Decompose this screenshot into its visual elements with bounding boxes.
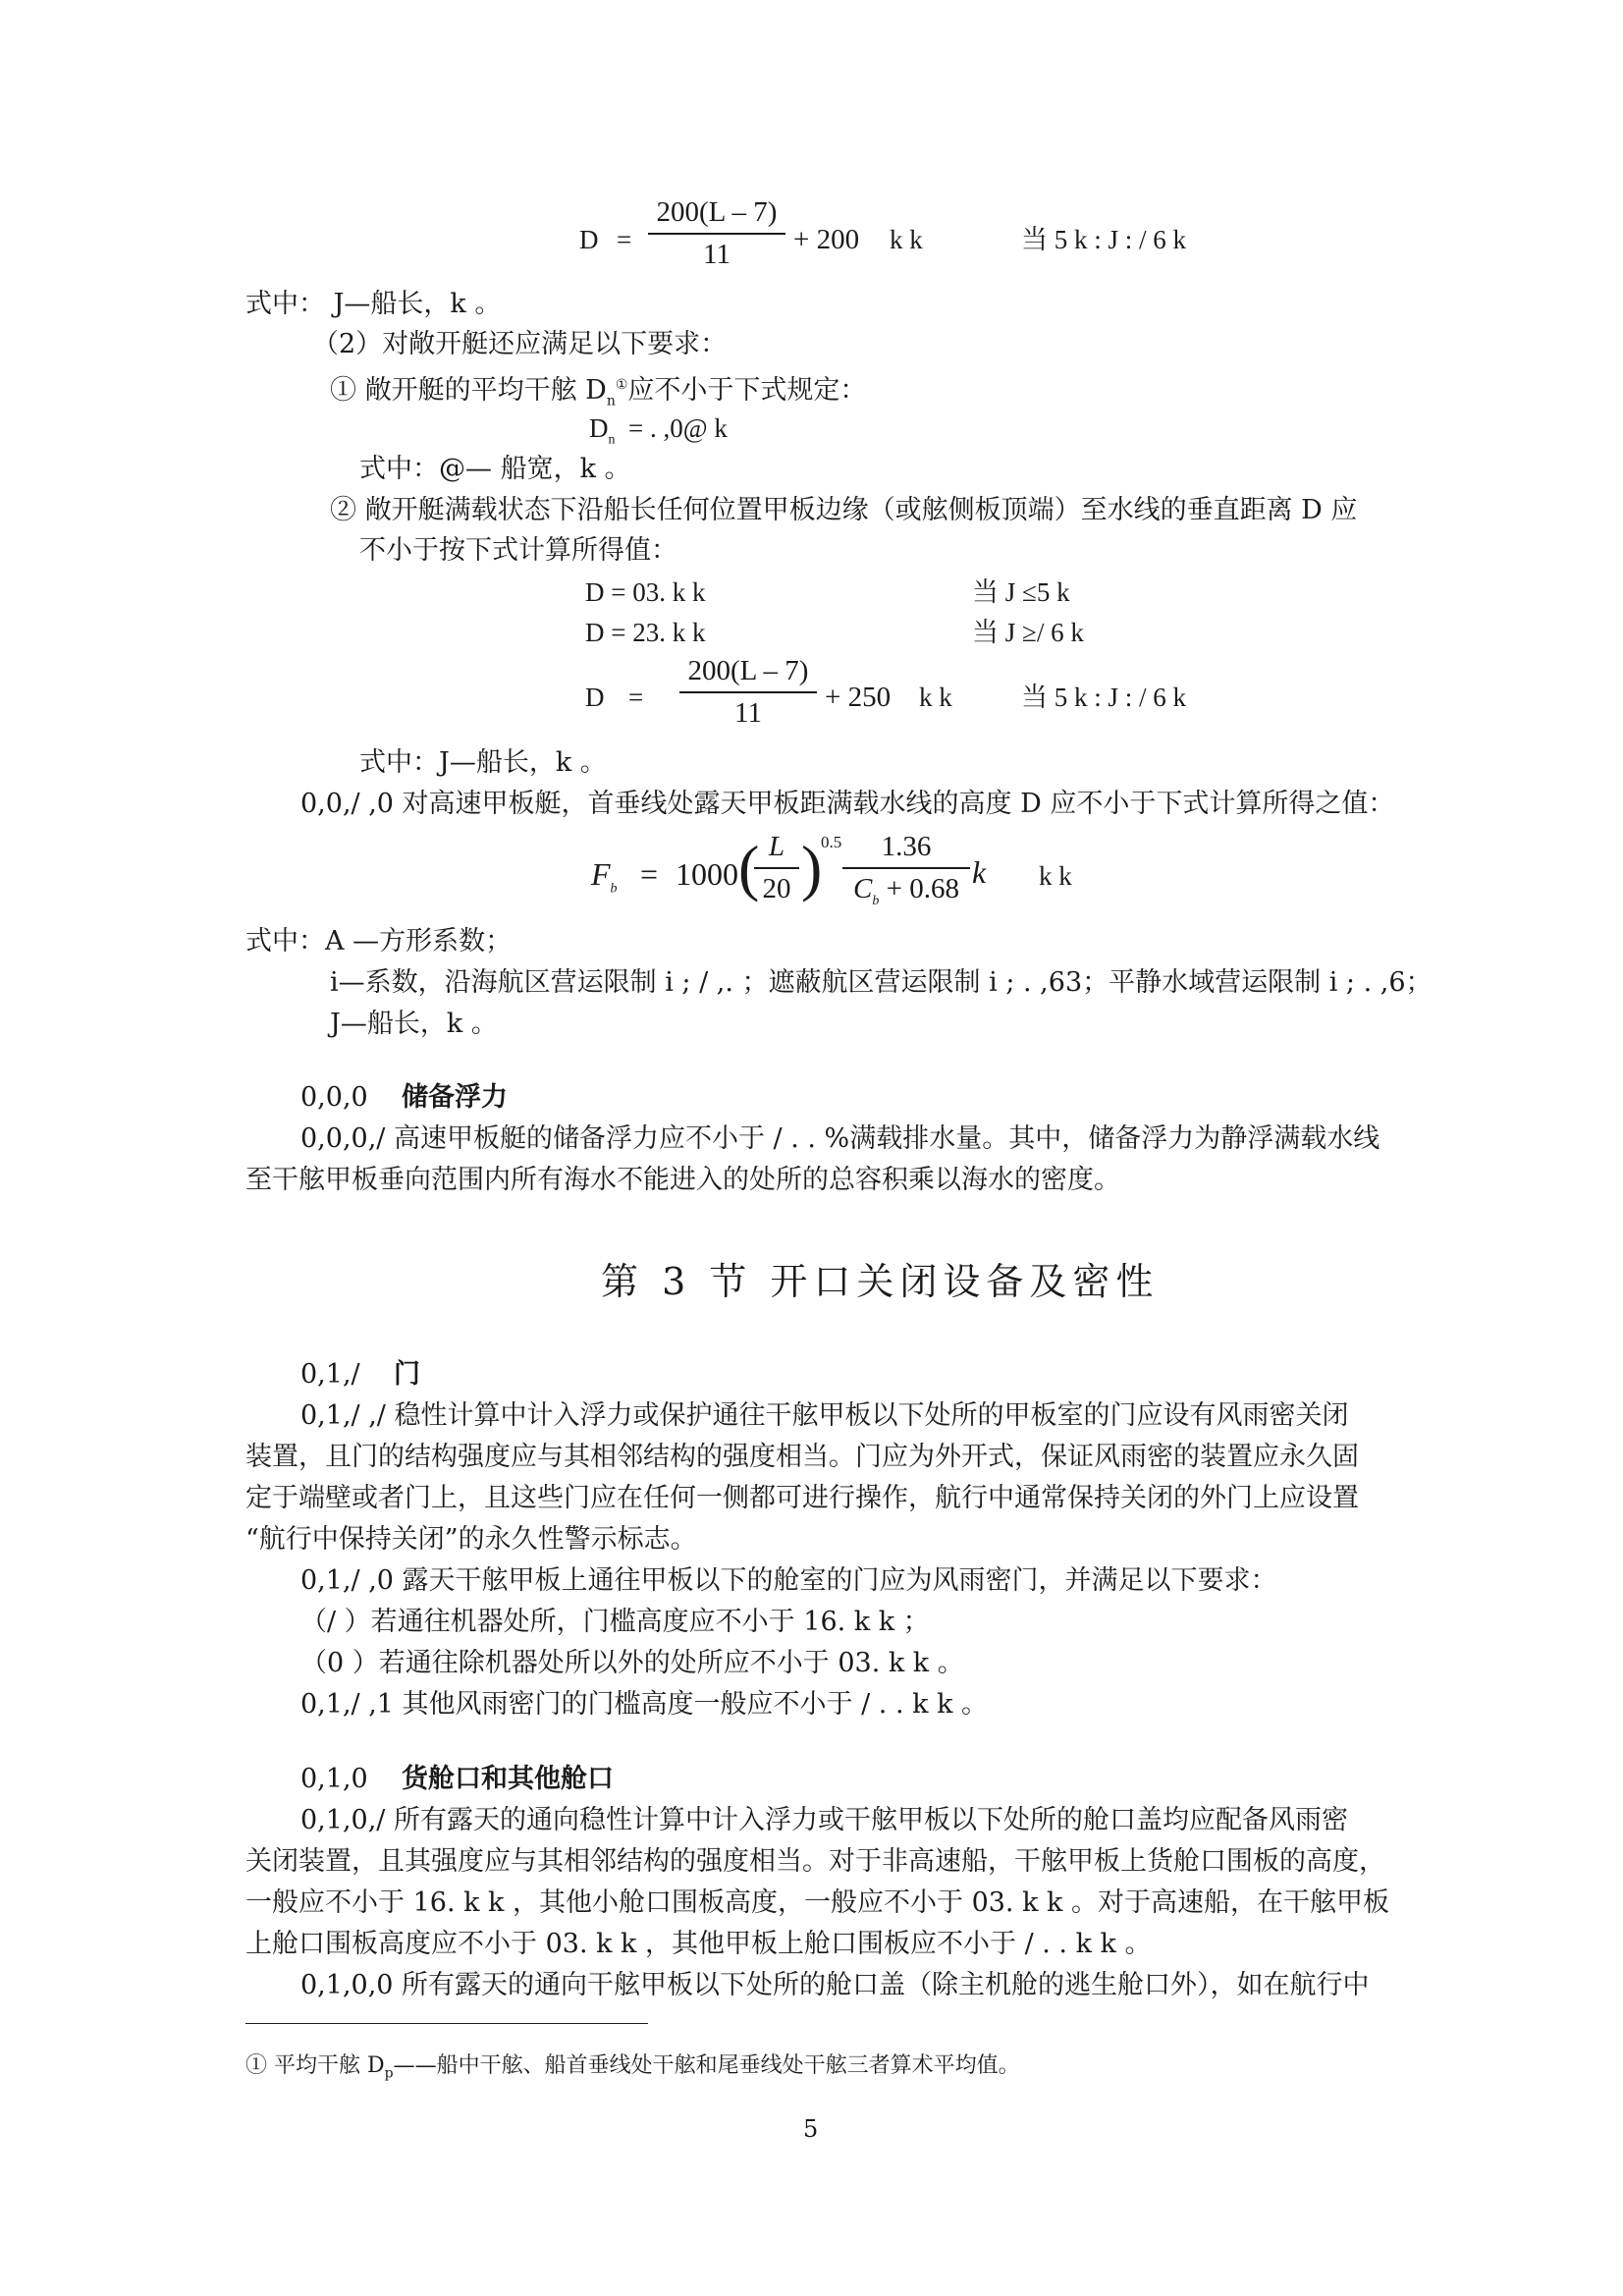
p6: 式中：J—船长，k 。 bbox=[359, 747, 607, 778]
footnote-divider bbox=[245, 2023, 648, 2024]
eq6-frac1-numerator: L bbox=[768, 831, 785, 862]
eq1-plus: + 200 bbox=[793, 224, 860, 255]
p3: ① 敞开艇的平均干舷 $D_n^①$应不小于下式规定： bbox=[330, 375, 867, 410]
page-number: 5 bbox=[803, 2115, 819, 2143]
p8: 式中：A —方形系数； bbox=[245, 926, 513, 957]
p12c: 定于端壁或者门上，且这些门应在任何一侧都可进行操作，航行中通常保持关闭的外门上应设置 bbox=[245, 1483, 1359, 1513]
p17b: 关闭装置，且其强度应与其相邻结构的强度相当。对于非高速船，干舷甲板上货舱口围板的高度， bbox=[245, 1846, 1385, 1877]
p12b: 装置，且门的结构强度应与其相邻结构的强度相当。门应为外开式，保证风雨密的装置应永久固 bbox=[245, 1442, 1359, 1472]
eq2: $D_n$ = . ,0@ k bbox=[589, 413, 728, 448]
p7: 0,0,/ ,0 对高速甲板艇，首垂线处露天甲板距满载水线的高度 D 应不小于下式计算所得之值： bbox=[300, 789, 1395, 819]
eq6-k: k bbox=[972, 854, 987, 890]
eq6-eq: = bbox=[640, 856, 659, 892]
p5a: ② 敞开艇满载状态下沿船长任何位置甲板边缘（或舷侧板顶端）至水线的垂直距离 D 应 bbox=[330, 495, 1358, 525]
section-hatches: 0,1,0 货舱口和其他舱口 bbox=[300, 1764, 615, 1794]
p17d: 上舱口围板高度应不小于 03. k k ，其他甲板上舱口围板应不小于 / . . k k 。 bbox=[245, 1929, 1152, 1959]
eq6-frac2-denominator: $C_b + 0.68$ bbox=[853, 873, 959, 908]
eq1-unit: k k bbox=[890, 225, 923, 254]
section-doors: 0,1,/ 门 bbox=[300, 1359, 420, 1390]
p1: 式中： J—船长，k 。 bbox=[245, 289, 502, 319]
eq5-eq: = bbox=[628, 683, 644, 712]
p15: （0 ）若通往除机器处所以外的处所应不小于 03. k k 。 bbox=[300, 1648, 964, 1678]
eq1-numerator: 200(L – 7) bbox=[656, 196, 778, 228]
p4: 式中：@— 船宽，k 。 bbox=[359, 454, 631, 484]
footnote: ① 平均干舷 $D_p——$船中干舷、船首垂线处干舷和尾垂线处干舷三者算术平均值。 bbox=[245, 2053, 1020, 2082]
eq5-fraction bbox=[679, 655, 817, 730]
p2: （2）对敞开艇还应满足以下要求： bbox=[312, 329, 728, 359]
eq6-fraction2 bbox=[842, 831, 970, 909]
eq1-condition: 当 5 k : J : / 6 k bbox=[1021, 225, 1187, 254]
eq1-denominator: 11 bbox=[703, 239, 730, 270]
eq4-condition: 当 J ≥/ 6 k bbox=[972, 618, 1084, 647]
p11a: 0,0,0,/ 高速甲板艇的储备浮力应不小于 / . . %满载排水量。其中，储备浮力为静浮满载水线 bbox=[300, 1123, 1380, 1154]
eq1-lhs: D bbox=[579, 225, 599, 254]
p13: 0,1,/ ,0 露天干舷甲板上通往甲板以下的舱室的门应为风雨密门，并满足以下要求： bbox=[300, 1565, 1277, 1596]
section-heading: 第 3 节 开口关闭设备及密性 bbox=[601, 1260, 1160, 1303]
eq6-unit: k k bbox=[1039, 861, 1072, 891]
p12a: 0,1,/ ,/ 稳性计算中计入浮力或保护通往干舷甲板以下处所的甲板室的门应设有风雨密关闭 bbox=[300, 1400, 1349, 1431]
eq6-frac2-numerator: 1.36 bbox=[881, 831, 932, 862]
eq5-lhs: D bbox=[585, 683, 605, 712]
p14: （/ ）若通往机器处所，门槛高度应不小于 16. k k ； bbox=[300, 1607, 930, 1637]
eq6-fraction1 bbox=[754, 831, 799, 905]
eq5-plus: + 250 bbox=[825, 682, 892, 713]
p9: i—系数，沿海航区营运限制 i ; / ,. ；遮蔽航区营运限制 i ; . ,63；平静水域营运限制 i ; . ,6； bbox=[330, 967, 1433, 998]
eq3: D = 03. k k bbox=[585, 577, 706, 607]
eq4: D = 23. k k bbox=[585, 618, 706, 647]
eq5-numerator: 200(L – 7) bbox=[687, 655, 809, 686]
eq5-unit: k k bbox=[919, 683, 952, 712]
p10: J—船长，k 。 bbox=[330, 1009, 498, 1039]
p12d: “航行中保持关闭”的永久性警示标志。 bbox=[245, 1524, 697, 1555]
eq6-exponent: 0.5 bbox=[821, 833, 842, 851]
eq5-denominator: 11 bbox=[734, 697, 762, 729]
eq6-lparen: ( bbox=[738, 833, 760, 902]
eq6-coef: 1000 bbox=[676, 856, 738, 892]
p11b: 至干舷甲板垂向范围内所有海水不能进入的处所的总容积乘以海水的密度。 bbox=[245, 1165, 1120, 1195]
p16: 0,1,/ ,1 其他风雨密门的门槛高度一般应不小于 / . . k k 。 bbox=[300, 1689, 989, 1720]
eq6-lhs: $F_b$ bbox=[591, 856, 618, 897]
section-reserve-buoyancy: 0,0,0 储备浮力 bbox=[300, 1082, 509, 1113]
p5b: 不小于按下式计算所得值： bbox=[359, 535, 677, 566]
eq6-frac1-denominator: 20 bbox=[762, 873, 791, 904]
eq3-condition: 当 J ≤5 k bbox=[972, 577, 1070, 607]
p17a: 0,1,0,/ 所有露天的通向稳性计算中计入浮力或干舷甲板以下处所的舱口盖均应配备风雨密 bbox=[300, 1805, 1348, 1835]
eq1-fraction bbox=[648, 196, 785, 271]
eq5-condition: 当 5 k : J : / 6 k bbox=[1021, 683, 1187, 712]
eq6-rparen: ) bbox=[801, 833, 823, 902]
eq1-eq: = bbox=[617, 225, 632, 254]
p18: 0,1,0,0 所有露天的通向干舷甲板以下处所的舱口盖（除主机舱的逃生舱口外），如在航行中 bbox=[300, 1970, 1370, 2000]
p17c: 一般应不小于 16. k k ，其他小舱口围板高度，一般应不小于 03. k k 。对于高速船，在干舷甲板 bbox=[245, 1887, 1389, 1918]
